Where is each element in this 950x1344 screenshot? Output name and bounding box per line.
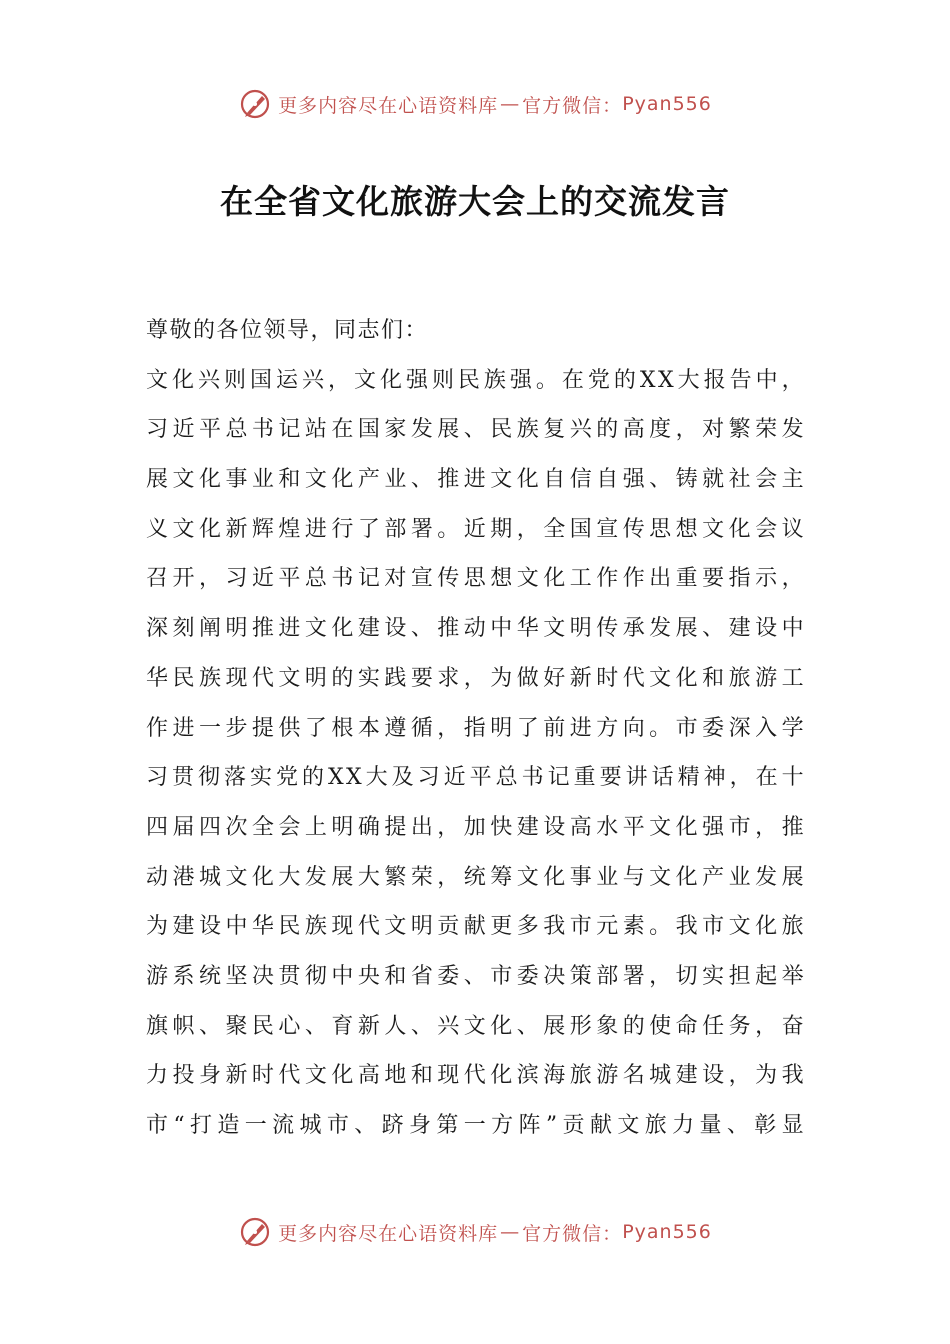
- body-line: 义文化新辉煌进行了部署。近期，全国宣传思想文化会议: [146, 516, 806, 542]
- body-line: 文化兴则国运兴，文化强则民族强。在党的XX大报告中，: [146, 367, 806, 393]
- body-line: 旗帜、聚民心、育新人、兴文化、展形象的使命任务，奋: [146, 1013, 806, 1039]
- body-line: 召开，习近平总书记对宣传思想文化工作作出重要指示，: [146, 566, 806, 592]
- banner-slogan: 更多内容尽在心语资料库: [278, 94, 499, 117]
- body-line: 展文化事业和文化产业、推进文化自信自强、铸就社会主: [146, 467, 806, 493]
- body-line: 习近平总书记站在国家发展、民族复兴的高度，对繁荣发: [146, 417, 806, 443]
- document-body: [146, 306, 806, 1151]
- body-line: 习贯彻落实党的XX大及习近平总书记重要讲话精神，在十: [146, 765, 806, 791]
- banner-wechat-id: Pyan556: [622, 1221, 712, 1243]
- banner-wechat-label: 官方微信：: [522, 94, 623, 117]
- pen-logo-icon: [238, 87, 272, 121]
- banner-wechat-label: 官方微信：: [522, 1222, 623, 1245]
- body-line: 动港城文化大发展大繁荣，统筹文化事业与文化产业发展: [146, 864, 806, 890]
- salutation: 尊敬的各位领导，同志们：: [146, 318, 429, 343]
- banner-wechat-id: Pyan556: [622, 93, 712, 115]
- body-line: 四届四次全会上明确提出，加快建设高水平文化强市，推: [146, 814, 806, 840]
- document-title: 在全省文化旅游大会上的交流发言: [220, 182, 730, 221]
- body-line: 作进一步提供了根本遵循，指明了前进方向。市委深入学: [146, 715, 806, 741]
- banner-slogan: 更多内容尽在心语资料库: [278, 1222, 499, 1245]
- banner-dash: —: [500, 1221, 521, 1243]
- banner-dash: —: [500, 93, 521, 115]
- body-line: 游系统坚决贯彻中央和省委、市委决策部署，切实担起举: [146, 963, 806, 989]
- body-line: 力投身新时代文化高地和现代化滨海旅游名城建设，为我: [146, 1063, 806, 1089]
- footer-banner: [0, 1212, 950, 1252]
- pen-logo-icon: [238, 1215, 272, 1249]
- body-line: 为建设中华民族现代文明贡献更多我市元素。我市文化旅: [146, 914, 806, 940]
- body-line: 市“打造一流城市、跻身第一方阵”贡献文旅力量、彰显: [146, 1113, 806, 1138]
- body-line: 深刻阐明推进文化建设、推动中华文明传承发展、建设中: [146, 616, 806, 642]
- header-banner: [0, 84, 950, 124]
- body-line: 华民族现代文明的实践要求，为做好新时代文化和旅游工: [146, 665, 806, 691]
